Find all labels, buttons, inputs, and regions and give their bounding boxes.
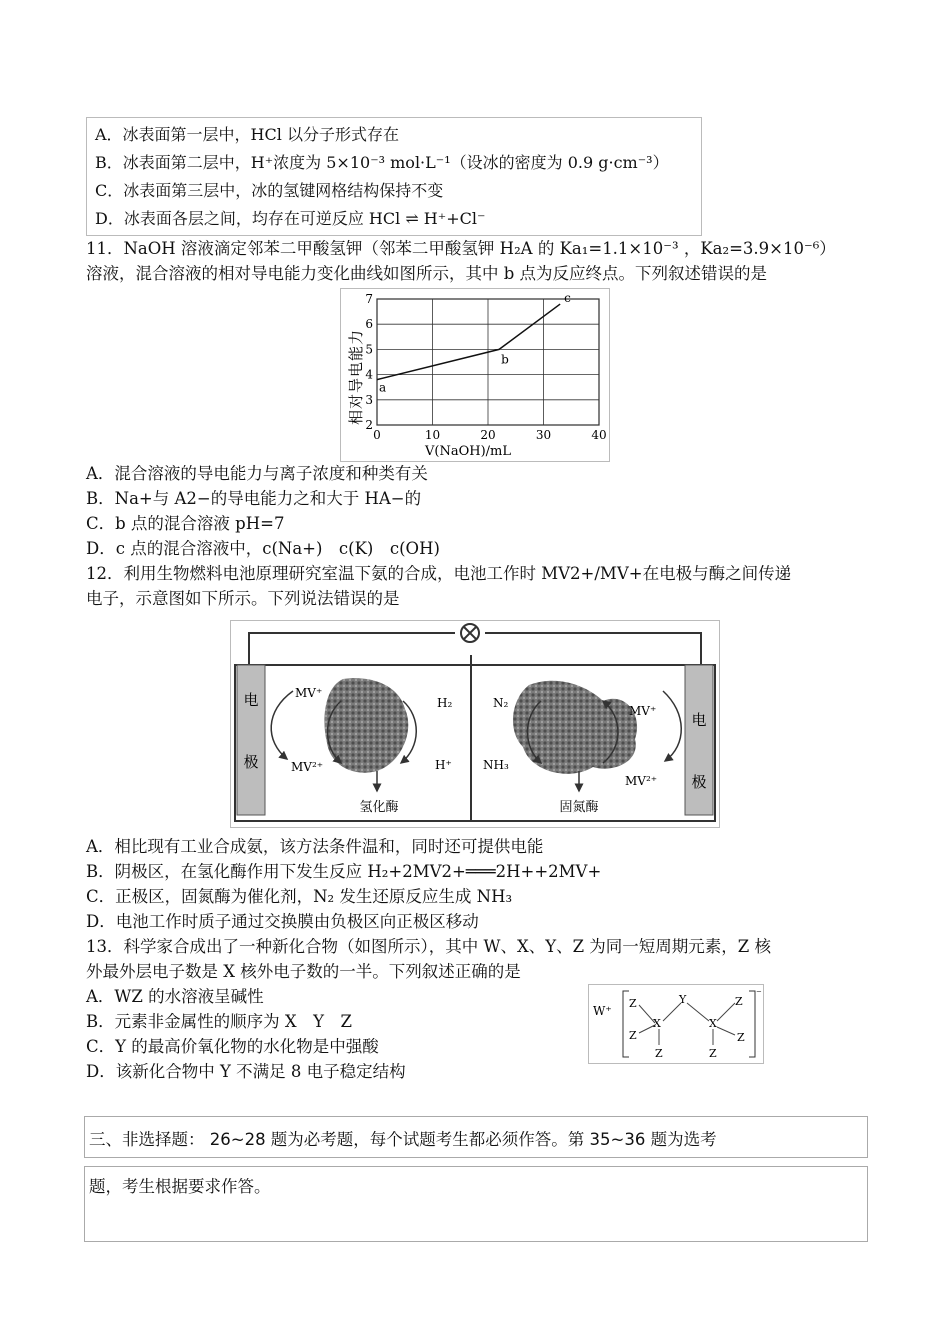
- q13-option-b: B．元素非金属性的顺序为 X Y Z: [86, 1012, 352, 1031]
- q12-option-a: A．相比现有工业合成氨，该方法条件温和，同时还可提供电能: [86, 837, 544, 856]
- cation-w: W⁺: [593, 1004, 612, 1018]
- q12-option-c: C．正极区，固氮酶为催化剂，N₂ 发生还原反应生成 NH₃: [86, 887, 513, 906]
- chart-ytick-label: 2: [365, 418, 373, 432]
- chart-ytick-label: 4: [365, 367, 373, 382]
- atom-x2: X: [709, 1017, 717, 1030]
- left-electrode-label-1: 电: [243, 691, 259, 709]
- nh3-label: NH₃: [483, 758, 509, 772]
- q11-option-d: D．c 点的混合溶液中，c(Na+) c(K) c(OH): [86, 539, 440, 558]
- chart-xtick-label: 40: [591, 428, 607, 442]
- q13-stem-line2: 外最外层电子数是 X 核外电子数的一半。下列叙述正确的是: [86, 962, 521, 981]
- chart-series: [377, 291, 571, 395]
- chart-point-label-b: b: [501, 352, 509, 367]
- section3-header: [84, 1116, 868, 1158]
- hydrogenase-label: 氢化酶: [359, 800, 399, 815]
- section3-continuation: [84, 1166, 868, 1242]
- chart-point-label-c: c: [564, 291, 571, 306]
- q10-option-b: B．冰表面第二层中，H⁺浓度为 5×10⁻³ mol·L⁻¹（设冰的密度为 0.9 g·cm⁻³）: [95, 153, 669, 172]
- q12-option-b: B．阴极区，在氢化酶作用下发生反应 H₂+2MV2+═══2H++2MV+: [86, 862, 602, 881]
- q11-option-a: A．混合溶液的导电能力与离子浓度和种类有关: [86, 464, 428, 483]
- q12-stem-line2: 电子，示意图如下所示。下列说法错误的是: [86, 589, 400, 608]
- bulb-icon: [461, 624, 479, 642]
- chart-ytick-label: 5: [365, 342, 373, 357]
- left-mv-plus: MV⁺: [295, 686, 323, 700]
- q11-option-c: C．b 点的混合溶液 pH=7: [86, 514, 285, 533]
- q13-stem-line1: 13．科学家合成出了一种新化合物（如图所示），其中 W、X、Y、Z 为同一短周期元素，Z 核: [86, 937, 772, 956]
- chart-xlabel: V(NaOH)/mL: [425, 444, 511, 459]
- section3-line1: 三、非选择题： 26~28 题为必考题，每个试题考生都必须作答。第 35~36 题为选考: [89, 1130, 717, 1149]
- q11-chart-frame: [340, 288, 610, 462]
- right-electrode: [685, 665, 713, 815]
- compound-structure: [589, 985, 763, 1063]
- chart-ytick-label: 3: [365, 392, 373, 407]
- chart-ylabel: 相对导电能力: [347, 328, 365, 426]
- chart-xtick-label: 0: [373, 428, 381, 442]
- right-mv-plus: MV⁺: [629, 704, 657, 718]
- q10-options-box: [86, 117, 702, 236]
- atom-z1: Z: [629, 997, 637, 1010]
- q12-stem-line1: 12．利用生物燃料电池原理研究室温下氨的合成，电池工作时 MV2+/MV+在电极与酶之间传递: [86, 564, 792, 583]
- h2-label: H₂: [437, 696, 453, 710]
- chart-ticks: [365, 292, 606, 442]
- q12-option-d: D．电池工作时质子通过交换膜由负极区向正极区移动: [86, 912, 479, 931]
- left-mv-2plus: MV²⁺: [291, 760, 324, 774]
- left-electrode-label-2: 极: [243, 753, 259, 771]
- fuel-cell-diagram: [231, 621, 719, 827]
- right-electrode-label-1: 电: [691, 711, 707, 729]
- atom-y: Y: [679, 993, 687, 1006]
- q11-stem-line1: 11．NaOH 溶液滴定邻苯二甲酸氢钾（邻苯二甲酸氢钾 H₂A 的 Ka₁=1.1×10⁻³ ，Ka₂=3.9×10⁻⁶）: [86, 239, 836, 258]
- atom-z2: Z: [629, 1029, 637, 1042]
- chart-grid: [377, 299, 599, 425]
- chart-series-line: [377, 304, 560, 380]
- q12-diagram-frame: [230, 620, 720, 828]
- atom-z4: Z: [735, 995, 743, 1008]
- q13-option-a: A．WZ 的水溶液呈碱性: [86, 987, 264, 1006]
- q13-option-d: D．该新化合物中 Y 不满足 8 电子稳定结构: [86, 1062, 406, 1081]
- hplus-label: H⁺: [435, 758, 452, 772]
- q11-stem-line2: 溶液，混合溶液的相对导电能力变化曲线如图所示，其中 b 点为反应终点。下列叙述错误的是: [86, 264, 768, 283]
- atom-z5: Z: [737, 1031, 745, 1044]
- section3-line2: 题，考生根据要求作答。: [89, 1177, 271, 1196]
- conductivity-chart: [341, 289, 609, 461]
- q10-option-d: D．冰表面各层之间，均存在可逆反应 HCl ⇌ H⁺+Cl⁻: [95, 209, 486, 228]
- right-electrode-label-2: 极: [691, 773, 707, 791]
- left-electrode: [237, 665, 265, 815]
- chart-point-label-a: a: [379, 380, 387, 395]
- atom-x1: X: [653, 1017, 661, 1030]
- chart-xtick-label: 20: [480, 428, 496, 442]
- anion-charge: ⁻: [756, 987, 762, 1000]
- atom-z6: Z: [709, 1047, 717, 1060]
- chart-ytick-label: 7: [365, 292, 373, 306]
- q11-option-b: B．Na+与 A2−的导电能力之和大于 HA−的: [86, 489, 422, 508]
- chart-xtick-label: 10: [424, 428, 441, 442]
- n2-label: N₂: [493, 696, 509, 710]
- chart-ytick-label: 6: [365, 317, 373, 332]
- nitrogenase-label: 固氮酶: [559, 800, 599, 815]
- chart-xtick-label: 30: [535, 428, 552, 442]
- right-mv-2plus: MV²⁺: [625, 774, 658, 788]
- q10-option-a: A．冰表面第一层中，HCl 以分子形式存在: [95, 125, 399, 144]
- atom-z3: Z: [655, 1047, 663, 1060]
- q13-structure-frame: [588, 984, 764, 1064]
- q10-option-c: C．冰表面第三层中，冰的氢键网格结构保持不变: [95, 181, 444, 200]
- q13-option-c: C．Y 的最高价氧化物的水化物是中强酸: [86, 1037, 379, 1056]
